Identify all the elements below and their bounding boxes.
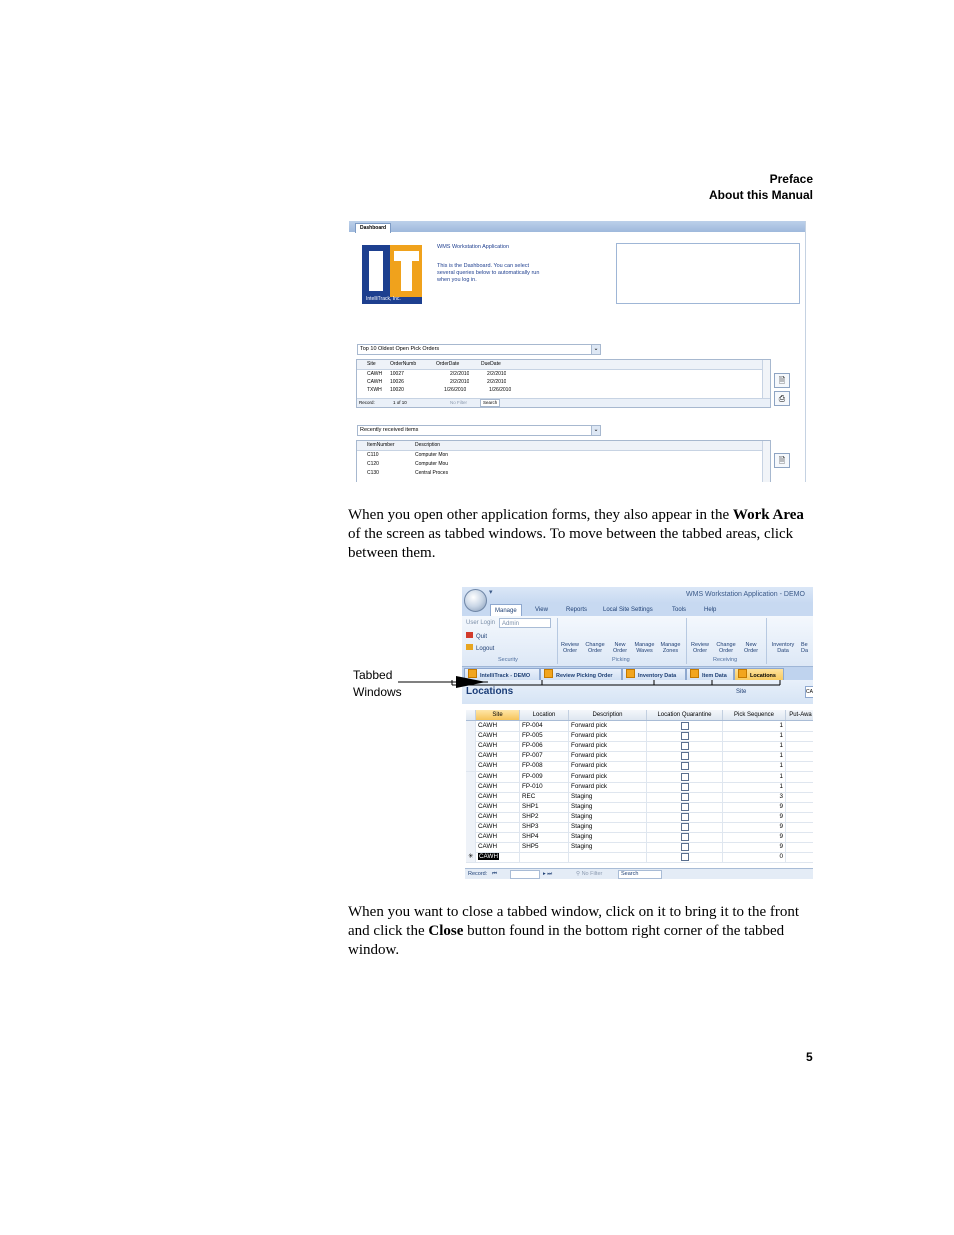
group-security: Security	[498, 657, 518, 663]
ribbon-tabs	[462, 603, 813, 616]
cell-location[interactable]: FP-007	[520, 751, 569, 761]
row-selector[interactable]	[466, 751, 476, 761]
record-position[interactable]: 1 of 10	[393, 400, 407, 405]
query2-select[interactable]	[357, 425, 601, 436]
doctab-label: Locations	[750, 673, 776, 679]
page-number: 5	[806, 1050, 813, 1064]
dashboard-tabstrip	[349, 221, 805, 232]
cell-location[interactable]: SHP3	[520, 822, 569, 832]
partial-button[interactable]	[801, 642, 813, 654]
text: of the screen as tabbed windows. To move between the tabbed areas, click between them.	[348, 526, 794, 561]
doctab-label: Review Picking Order	[556, 673, 613, 679]
tab-reports[interactable]: Reports	[566, 607, 588, 613]
cell-quarantine[interactable]	[647, 721, 723, 731]
record-label: Record:	[359, 400, 375, 405]
cell-location[interactable]: REC	[520, 792, 569, 802]
cell-put-away[interactable]	[786, 792, 813, 802]
select-all[interactable]	[466, 710, 476, 720]
no-filter[interactable]	[576, 869, 602, 879]
cell-pick-sequence[interactable]: 1	[723, 761, 786, 771]
cell-location[interactable]: FP-004	[520, 721, 569, 731]
new-record-row[interactable]	[466, 852, 813, 863]
dashboard-info-box	[616, 243, 800, 304]
query2-selected: Recently received items	[360, 427, 419, 433]
receiving-review-order-button[interactable]	[689, 642, 711, 654]
new-record-icon: ✳	[466, 852, 476, 862]
btn-line: New	[614, 642, 626, 648]
cell-description[interactable]: Staging	[569, 802, 647, 812]
quick-access-icon[interactable]: ▾	[489, 589, 493, 596]
no-filter[interactable]: No Filter	[450, 400, 468, 405]
row-selector[interactable]	[466, 782, 476, 792]
callout-line: Tabbed	[353, 668, 393, 682]
tabbed-windows-callout	[353, 667, 402, 701]
chevron-down-icon[interactable]: ⌄	[591, 345, 600, 354]
cell-pick-sequence[interactable]: 1	[723, 741, 786, 751]
cell-site[interactable]: CAWH	[476, 721, 520, 731]
cell-description[interactable]: Staging	[569, 842, 647, 852]
group-separator	[686, 618, 687, 664]
receiving-change-order-button[interactable]	[714, 642, 738, 654]
cell-location[interactable]: FP-009	[520, 772, 569, 782]
cell-location[interactable]: FP-005	[520, 731, 569, 741]
intro-line: This is the Dashboard. You can select	[437, 263, 530, 269]
cell-description[interactable]: Forward pick	[569, 782, 647, 792]
cell-description[interactable]: Forward pick	[569, 761, 647, 771]
btn-line: Order	[562, 648, 578, 654]
query1-grid-header	[357, 360, 770, 370]
quarantine-checkbox[interactable]	[681, 813, 689, 821]
cell-location[interactable]: FP-010	[520, 782, 569, 792]
cell-site[interactable]: CAWH	[476, 792, 520, 802]
col-description[interactable]: Description	[569, 710, 647, 720]
locations-record-nav	[465, 868, 813, 879]
record-label: Record:	[468, 871, 488, 877]
ribbon	[462, 616, 813, 667]
cell-description[interactable]: Forward pick	[569, 721, 647, 731]
cell: 2/2/2010	[487, 371, 507, 377]
cell: 2/2/2010	[450, 371, 470, 377]
quarantine-checkbox[interactable]	[681, 762, 689, 770]
locations-screenshot	[462, 587, 813, 880]
quarantine-checkbox[interactable]	[681, 783, 689, 791]
cell-quarantine[interactable]	[647, 842, 723, 852]
receiving-new-order-button[interactable]	[740, 642, 762, 654]
btn-line: Zones	[662, 648, 679, 654]
btn-line: Manage	[660, 642, 681, 648]
cell-description[interactable]: Forward pick	[569, 741, 647, 751]
cell-put-away[interactable]	[786, 842, 813, 852]
tab-help[interactable]: Help	[704, 607, 717, 613]
btn-line: Order	[718, 648, 734, 654]
btn-line: Review	[560, 642, 580, 648]
cell-pick-sequence[interactable]: 1	[723, 731, 786, 741]
cell-description[interactable]: Staging	[569, 812, 647, 822]
cell-put-away[interactable]	[786, 721, 813, 731]
cell-quarantine[interactable]	[647, 751, 723, 761]
new-order-button[interactable]	[609, 642, 631, 654]
app-titlebar	[462, 587, 813, 603]
cell-pick-sequence[interactable]: 1	[723, 772, 786, 782]
cell-quarantine[interactable]	[647, 782, 723, 792]
quarantine-checkbox[interactable]	[681, 793, 689, 801]
row-selector[interactable]	[466, 721, 476, 731]
cell: 1/26/2010	[444, 387, 467, 393]
logout-icon	[466, 644, 473, 650]
cell: 2/2/2010	[487, 379, 507, 385]
col-location[interactable]: Location	[520, 710, 569, 720]
quarantine-checkbox[interactable]	[681, 752, 689, 760]
cell-site[interactable]: CAWH	[476, 751, 520, 761]
btn-line: Inventory	[771, 642, 795, 648]
col-site[interactable]: Site	[367, 361, 376, 367]
cell: Computer Mon	[415, 452, 449, 458]
cell: C110	[367, 452, 379, 458]
cell: 10020	[390, 387, 404, 393]
btn-line: Manage	[634, 642, 655, 648]
review-order-button[interactable]	[559, 642, 581, 654]
cell-location[interactable]: SHP1	[520, 802, 569, 812]
cell-quarantine[interactable]	[647, 731, 723, 741]
col-duedate[interactable]: DueDate	[481, 361, 501, 367]
dashboard-intro	[437, 244, 539, 284]
cell-description[interactable]: Staging	[569, 792, 647, 802]
tab-tools[interactable]: Tools	[672, 607, 687, 613]
header-subsection: About this Manual	[709, 188, 813, 202]
callout-arrow	[396, 672, 796, 692]
cell-site[interactable]: CAWH	[476, 772, 520, 782]
cell: CAWH	[367, 371, 383, 377]
cell-quarantine[interactable]	[647, 761, 723, 771]
quarantine-checkbox[interactable]	[681, 843, 689, 851]
cell-pick-sequence[interactable]: 9	[723, 832, 786, 842]
search-box[interactable]: Search	[618, 870, 662, 879]
query1-select[interactable]	[357, 344, 601, 355]
term-work-area: Work Area	[732, 507, 804, 523]
first-record-icon[interactable]: ⏮	[492, 871, 497, 877]
row-selector[interactable]	[466, 741, 476, 751]
dashboard-screenshot	[349, 221, 806, 482]
search-box[interactable]: Search	[480, 399, 500, 407]
btn-line: Order	[743, 648, 759, 654]
text: button found in the bottom right corner of the tabbed window.	[348, 923, 785, 958]
new-pick-cell[interactable]: 0	[723, 852, 786, 862]
cell-put-away[interactable]	[786, 802, 813, 812]
cell-quarantine[interactable]	[647, 741, 723, 751]
query2-scrollbar[interactable]	[762, 441, 770, 482]
quit-label: Quit	[476, 634, 488, 640]
query1-selected: Top 10 Oldest Open Pick Orders	[360, 346, 440, 352]
cell: 1/26/2010	[489, 387, 512, 393]
row-selector[interactable]	[466, 812, 476, 822]
btn-line: Order	[612, 648, 628, 654]
group-picking: Picking	[612, 657, 630, 663]
new-site-value[interactable]: CAWH	[479, 853, 499, 861]
col-put-away[interactable]: Put-Awa	[786, 710, 813, 720]
doctab-label: IntelliTrack - DEMO	[480, 673, 531, 679]
cell-site[interactable]: CAWH	[476, 802, 520, 812]
col-location-quarantine[interactable]: Location Quarantine	[647, 710, 723, 720]
cell-site[interactable]: CAWH	[476, 812, 520, 822]
office-orb-icon[interactable]	[464, 589, 487, 612]
no-filter-label: No Filter	[581, 871, 603, 877]
query2-grid-header	[357, 441, 770, 451]
tab-local-site-settings[interactable]: Local Site Settings	[603, 607, 653, 613]
group-receiving: Receiving	[713, 657, 738, 663]
text: When you want to close a tabbed window, click on it to bring it to the front and click the	[348, 904, 800, 939]
cell-pick-sequence[interactable]: 1	[723, 751, 786, 761]
tab-manage[interactable]: Manage	[490, 604, 522, 617]
paragraph-tabbed-windows	[348, 506, 818, 563]
cell-site[interactable]: CAWH	[476, 842, 520, 852]
next-record-icon[interactable]: ▸ ⏭	[543, 871, 553, 877]
cell-put-away[interactable]	[786, 782, 813, 792]
cell-pick-sequence[interactable]: 9	[723, 812, 786, 822]
logout-button[interactable]	[466, 644, 494, 652]
btn-line: Be	[801, 642, 808, 648]
cell-quarantine[interactable]	[647, 772, 723, 782]
cell-description[interactable]: Forward pick	[569, 751, 647, 761]
dashboard-tab[interactable]: Dashboard	[355, 223, 391, 233]
quarantine-checkbox[interactable]	[681, 823, 689, 831]
btn-line: Da	[801, 648, 809, 654]
header-section: Preface	[769, 172, 813, 186]
group-separator	[557, 618, 558, 664]
col-pick-sequence[interactable]: Pick Sequence	[723, 710, 786, 720]
logo-brand-text: IntelliTrack, Inc.	[366, 296, 401, 302]
cell-description[interactable]: Staging	[569, 832, 647, 842]
quarantine-checkbox[interactable]	[681, 732, 689, 740]
cell-description[interactable]: Forward pick	[569, 731, 647, 741]
btn-line: Review	[690, 642, 710, 648]
change-order-button[interactable]	[583, 642, 607, 654]
open-query-icon[interactable]: 🗎	[774, 453, 790, 468]
group-separator	[766, 618, 767, 664]
cell-put-away[interactable]	[786, 772, 813, 782]
site-label: Site	[736, 689, 747, 695]
cell-pick-sequence[interactable]: 3	[723, 792, 786, 802]
col-site[interactable]: Site	[476, 710, 520, 720]
new-description-cell[interactable]	[569, 852, 647, 862]
cell-site[interactable]: CAWH	[476, 832, 520, 842]
col-orderdate[interactable]: OrderDate	[436, 361, 460, 367]
cell-put-away[interactable]	[786, 751, 813, 761]
cell: 2/2/2010	[450, 379, 470, 385]
cell-pick-sequence[interactable]: 9	[723, 822, 786, 832]
chevron-down-icon[interactable]: ⌄	[591, 426, 600, 435]
col-description[interactable]: Description	[415, 442, 441, 448]
cell-put-away[interactable]	[786, 731, 813, 741]
btn-line: Waves	[636, 648, 653, 654]
btn-line: Data	[777, 648, 789, 654]
quarantine-checkbox[interactable]	[681, 773, 689, 781]
cell-location[interactable]: SHP5	[520, 842, 569, 852]
user-login-select[interactable]: Admin	[499, 618, 551, 628]
quarantine-checkbox[interactable]	[681, 722, 689, 730]
cell-location[interactable]: FP-008	[520, 761, 569, 771]
cell-site[interactable]: CAWH	[476, 731, 520, 741]
cell: C130	[367, 470, 379, 474]
intro-line: when you log in.	[437, 277, 477, 283]
quit-icon	[466, 632, 473, 638]
quarantine-checkbox[interactable]	[681, 833, 689, 841]
col-ordernum[interactable]: OrderNumb	[390, 361, 417, 367]
user-login-label: User Login	[466, 620, 496, 626]
cell-quarantine[interactable]	[647, 792, 723, 802]
cell-put-away[interactable]	[786, 822, 813, 832]
row-selector[interactable]	[466, 822, 476, 832]
print-icon[interactable]: ⎙	[774, 391, 790, 406]
cell: 10026	[390, 379, 404, 385]
quarantine-checkbox[interactable]	[681, 803, 689, 811]
app-name: WMS Workstation Application	[437, 244, 510, 250]
tab-view[interactable]: View	[535, 607, 548, 613]
cell-put-away[interactable]	[786, 761, 813, 771]
inventory-data-button[interactable]	[768, 642, 798, 654]
grid-header	[466, 710, 813, 721]
cell: TXWH	[367, 387, 382, 393]
app-title: WMS Workstation Application - DEMO	[686, 591, 805, 598]
cell: C120	[367, 461, 379, 467]
cell-quarantine[interactable]	[647, 802, 723, 812]
cell-pick-sequence[interactable]: 9	[723, 802, 786, 812]
cell: Central Proces	[415, 470, 449, 474]
manage-waves-button[interactable]	[632, 642, 657, 654]
cell-quarantine[interactable]	[647, 832, 723, 842]
new-site-cell[interactable]	[476, 852, 520, 862]
doctab-label: Item Data	[702, 673, 727, 679]
btn-line: Change	[585, 642, 605, 648]
filter-icon: ⚲	[576, 871, 582, 877]
cell-location[interactable]: SHP4	[520, 832, 569, 842]
cell-quarantine[interactable]	[647, 812, 723, 822]
doctab-label: Inventory Data	[638, 673, 677, 679]
cell: Computer Mou	[415, 461, 449, 467]
new-quarantine-cell[interactable]	[647, 852, 723, 862]
cell-put-away[interactable]	[786, 812, 813, 822]
cell-site[interactable]: CAWH	[476, 782, 520, 792]
callout-line: Windows	[353, 685, 402, 699]
record-position-input[interactable]	[510, 870, 540, 879]
row-selector[interactable]	[466, 772, 476, 782]
logout-label: Logout	[476, 646, 495, 652]
manage-zones-button[interactable]	[658, 642, 683, 654]
cell: 10027	[390, 371, 404, 377]
quit-button[interactable]	[466, 632, 487, 640]
query2-grid	[356, 440, 771, 482]
cell-description[interactable]: Forward pick	[569, 772, 647, 782]
row-selector[interactable]	[466, 731, 476, 741]
cell: CAWH	[367, 379, 383, 385]
cell-description[interactable]: Staging	[569, 822, 647, 832]
row-selector[interactable]	[466, 761, 476, 771]
cell-location[interactable]: FP-006	[520, 741, 569, 751]
cell-put-away[interactable]	[786, 832, 813, 842]
btn-line: Change	[716, 642, 736, 648]
cell-pick-sequence[interactable]: 1	[723, 782, 786, 792]
site-input[interactable]: CA	[805, 686, 813, 698]
query1-grid	[356, 359, 771, 408]
row-selector[interactable]	[466, 832, 476, 842]
cell-location[interactable]: SHP2	[520, 812, 569, 822]
form-title: Locations	[466, 686, 514, 697]
new-location-cell[interactable]	[520, 852, 569, 862]
row-selector[interactable]	[466, 842, 476, 852]
cell-pick-sequence[interactable]: 9	[723, 842, 786, 852]
row-selector[interactable]	[466, 802, 476, 812]
cell-put-away[interactable]	[786, 741, 813, 751]
open-query-icon[interactable]: 🗎	[774, 373, 790, 388]
new-put-away-cell[interactable]	[786, 852, 813, 862]
cell-site[interactable]: CAWH	[476, 741, 520, 751]
quarantine-checkbox[interactable]	[681, 853, 689, 861]
paragraph-close-window	[348, 903, 818, 960]
row-selector[interactable]	[466, 792, 476, 802]
col-itemnumber[interactable]: ItemNumber	[367, 442, 395, 448]
quarantine-checkbox[interactable]	[681, 742, 689, 750]
text: When you open other application forms, they also appear in the	[348, 507, 733, 523]
cell-pick-sequence[interactable]: 1	[723, 721, 786, 731]
term-close: Close	[428, 923, 464, 939]
btn-line: New	[745, 642, 757, 648]
query1-record-nav	[357, 398, 770, 407]
cell-site[interactable]: CAWH	[476, 822, 520, 832]
intro-line: several queries below to automatically run	[437, 270, 540, 276]
cell-quarantine[interactable]	[647, 822, 723, 832]
btn-line: Order	[587, 648, 603, 654]
cell-site[interactable]: CAWH	[476, 761, 520, 771]
btn-line: Order	[692, 648, 708, 654]
